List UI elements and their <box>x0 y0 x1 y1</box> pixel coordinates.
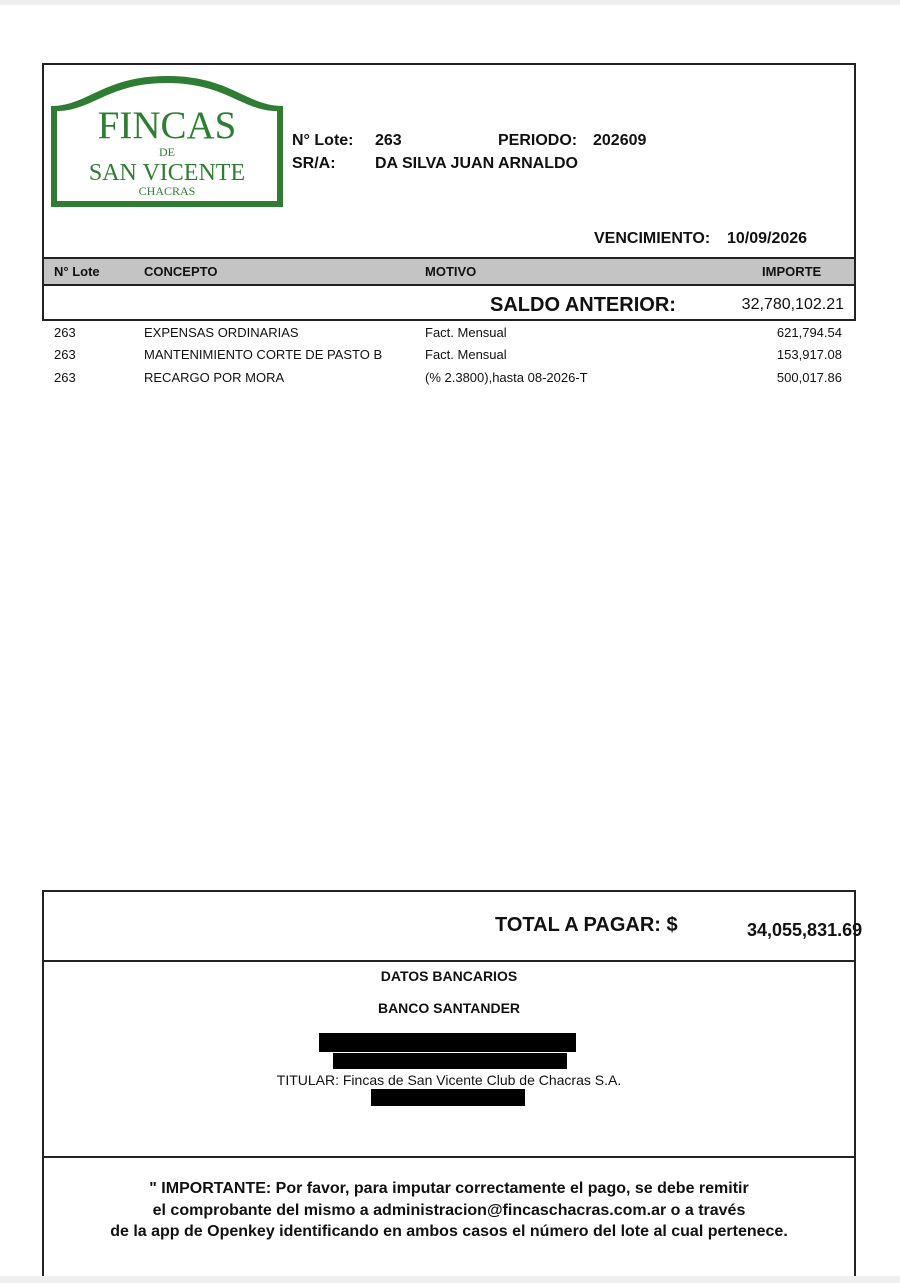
row-concepto: MANTENIMIENTO CORTE DE PASTO B <box>144 347 383 362</box>
table-row <box>0 370 900 392</box>
important-line: el comprobante del mismo a administracion@fincaschacras.com.ar o a través <box>152 1201 746 1219</box>
divider <box>44 960 854 962</box>
periodo-value: 202609 <box>593 132 647 149</box>
col-concepto: CONCEPTO <box>144 264 218 279</box>
divider <box>44 1156 854 1158</box>
saldo-anterior-label: SALDO ANTERIOR: <box>490 294 676 316</box>
row-importe: 621,794.54 <box>776 325 842 340</box>
bottom-edge <box>0 1276 900 1283</box>
redaction-bar <box>333 1053 567 1069</box>
table-row <box>0 325 900 347</box>
redaction-bar <box>319 1033 576 1052</box>
row-motivo: Fact. Mensual <box>425 347 507 362</box>
top-edge <box>0 0 900 5</box>
row-importe: 153,917.08 <box>776 347 842 362</box>
saldo-anterior-value: 32,780,102.21 <box>741 296 844 313</box>
important-notice <box>44 1178 854 1243</box>
invoice-header <box>42 63 856 321</box>
redaction-bar <box>371 1089 525 1106</box>
row-motivo: Fact. Mensual <box>425 325 507 340</box>
lote-label: N° Lote: <box>292 132 354 149</box>
row-lote: 263 <box>54 347 76 362</box>
logo-line3: SAN VICENTE <box>88 160 246 186</box>
bank-titular: TITULAR: Fincas de San Vicente Club de Chacras S.A. <box>276 1072 622 1088</box>
row-lote: 263 <box>54 370 76 385</box>
logo-line2: DE <box>159 145 175 159</box>
lote-value: 263 <box>375 132 402 149</box>
total-label: TOTAL A PAGAR: $ <box>495 914 678 936</box>
payment-box <box>42 890 863 1278</box>
vencimiento-label: VENCIMIENTO: <box>594 230 711 247</box>
col-lote: N° Lote <box>54 264 100 279</box>
logo-line1: FINCAS <box>97 104 237 147</box>
table-header <box>44 257 854 286</box>
sra-label: SR/A: <box>292 155 336 172</box>
total-value: 34,055,831.69 <box>747 920 863 940</box>
table-row <box>0 347 900 369</box>
periodo-label: PERIODO: <box>498 132 578 149</box>
client-name: DA SILVA JUAN ARNALDO <box>375 155 578 172</box>
bank-section-title: DATOS BANCARIOS <box>380 968 518 984</box>
row-lote: 263 <box>54 325 76 340</box>
logo-line4: CHACRAS <box>138 184 196 198</box>
col-motivo: MOTIVO <box>425 264 477 279</box>
row-concepto: EXPENSAS ORDINARIAS <box>144 325 299 340</box>
col-importe: IMPORTE <box>762 264 822 279</box>
important-line: " IMPORTANTE: Por favor, para imputar correctamente el pago, se debe remitir <box>149 1180 749 1197</box>
important-line: de la app de Openkey identificando en ambos casos el número del lote al cual pertenece. <box>110 1223 788 1240</box>
bank-name: BANCO SANTANDER <box>377 1000 521 1016</box>
row-motivo: (% 2.3800),hasta 08-2026-T <box>425 370 588 385</box>
fincas-logo <box>48 70 286 210</box>
vencimiento-value: 10/09/2026 <box>727 230 808 247</box>
row-importe: 500,017.86 <box>776 370 842 385</box>
row-concepto: RECARGO POR MORA <box>144 370 285 385</box>
